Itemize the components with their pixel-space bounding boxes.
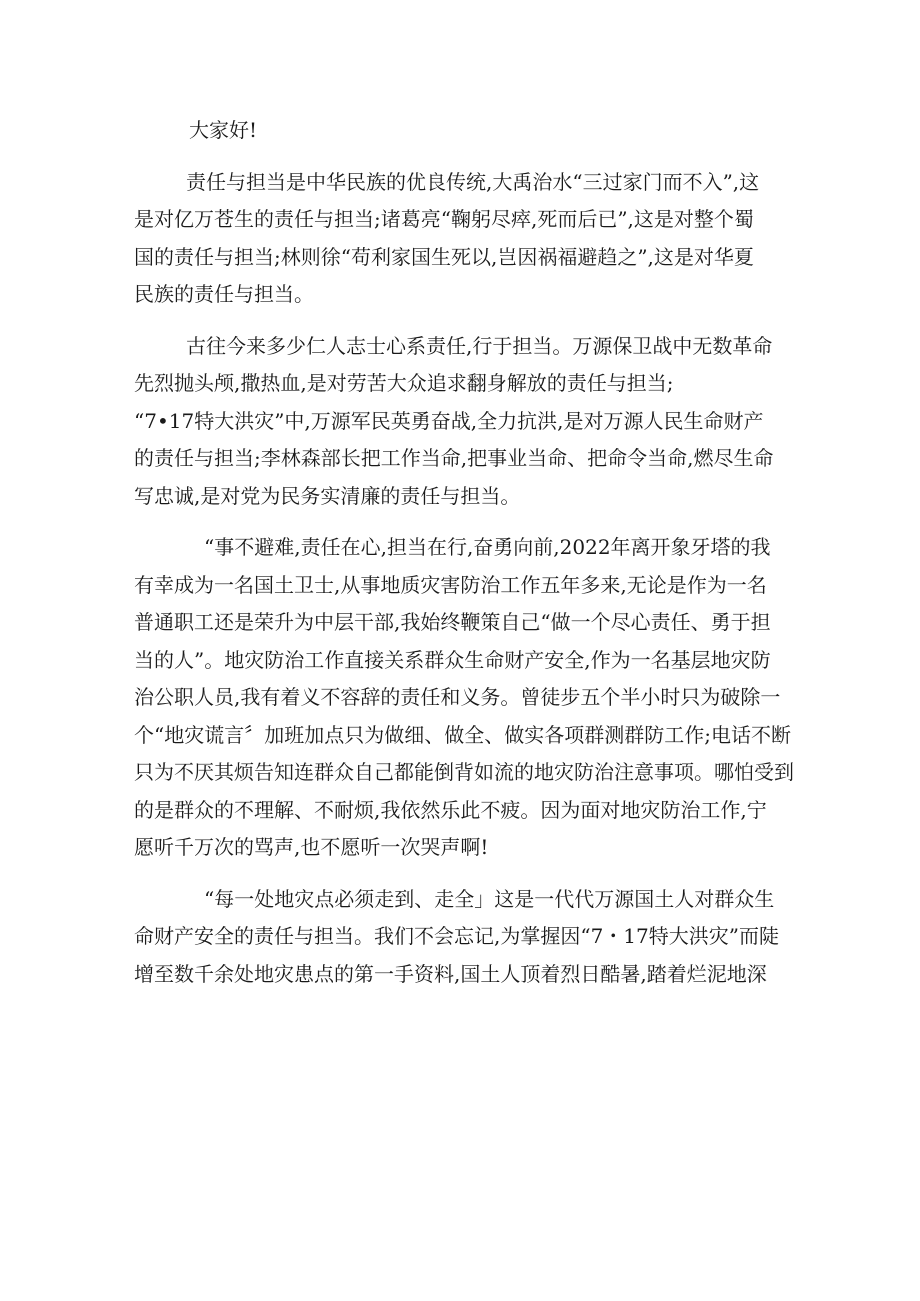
paragraph-history <box>134 328 794 516</box>
paragraph-gap <box>134 150 794 164</box>
paragraph-line: 写忠诚,是对党为民务实清廉的责任与担当。 <box>134 483 521 508</box>
paragraph-gap <box>134 867 794 881</box>
paragraph-line: 当的人”。地灾防治工作直接关系群众生命财产安全,作为一名基层地灾防 <box>134 647 771 672</box>
paragraph-line: 命财产安全的责任与担当。我们不会忘记,为掌握因“7・17特大洪灾”而陡 <box>134 924 779 948</box>
paragraph-line: “7•17特大洪灾”中,万源军民英勇奋战,全力抗洪,是对万源人民生命财产 <box>134 408 764 433</box>
paragraph-line: 增至数千余处地灾患点的第一手资料,国土人顶着烈日酷暑,踏着烂泥地深 <box>134 961 767 986</box>
paragraph-line: 民族的责任与担当。 <box>134 282 314 306</box>
paragraph-personal <box>134 529 794 867</box>
paragraph-line: 只为不厌其烦告知连群众自己都能倒背如流的地灾防治注意事项。哪怕受到 <box>134 760 794 784</box>
paragraph-line: 的责任与担当;李林森部长把工作当命,把事业当命、把命令当命,燃尽生命 <box>134 446 774 470</box>
paragraph-line: 有幸成为一名国土卫士,从事地质灾害防治工作五年多来,无论是作为一名 <box>134 572 767 597</box>
greeting <box>134 112 794 150</box>
paragraph-line: 国的责任与担当;林则徐“苟利家国生死以,岂因祸福避趋之”,这是对华夏 <box>134 244 754 269</box>
paragraph-line: 治公职人员,我有着义不容辞的责任和义务。曾徒步五个半小时只为破除一 <box>134 685 781 709</box>
paragraph-line: 普通职工还是荣升为中层干部,我始终鞭策自己“做一个尽心责任、勇于担 <box>134 610 771 634</box>
paragraph-line: 是对亿万苍生的责任与担当;诸葛亮“鞠躬尽瘁,死而后已”,这是对整个蜀 <box>134 207 754 231</box>
paragraph-gap <box>134 314 794 328</box>
paragraph-gap <box>134 515 794 529</box>
greeting-line: 大家好! <box>189 118 258 142</box>
paragraph-line: 的是群众的不理解、不耐烦,我依然乐此不疲。因为面对地灾防治工作,宁 <box>134 797 767 822</box>
paragraph-field-survey <box>134 881 794 994</box>
paragraph-line: 责任与担当是中华民族的优良传统,大禹治水“三过家门而不入”,这 <box>186 169 760 194</box>
paragraph-line: 愿听千万次的骂声,也不愿听一次哭声啊! <box>134 835 489 859</box>
paragraph-line: 先烈抛头颅,撒热血,是对劳苦大众追求翻身解放的责任与担当; <box>134 371 674 395</box>
paragraph-line: “每一处地灾点必须走到、走全」这是一代代万源国土人对群众生 <box>204 886 775 911</box>
paragraph-tradition <box>134 164 794 314</box>
paragraph-line: “事不避难,责任在心,担当在行,奋勇向前,2022年离开象牙塔的我 <box>204 535 771 559</box>
paragraph-line: 个“地灾谎言〞加班加点只为做细、做全、做实各项群测群防工作;电话不断 <box>134 722 791 747</box>
speech-body <box>134 112 794 993</box>
paragraph-line: 古往今来多少仁人志士心系责任,行于担当。万源保卫战中无数革命 <box>186 333 773 358</box>
